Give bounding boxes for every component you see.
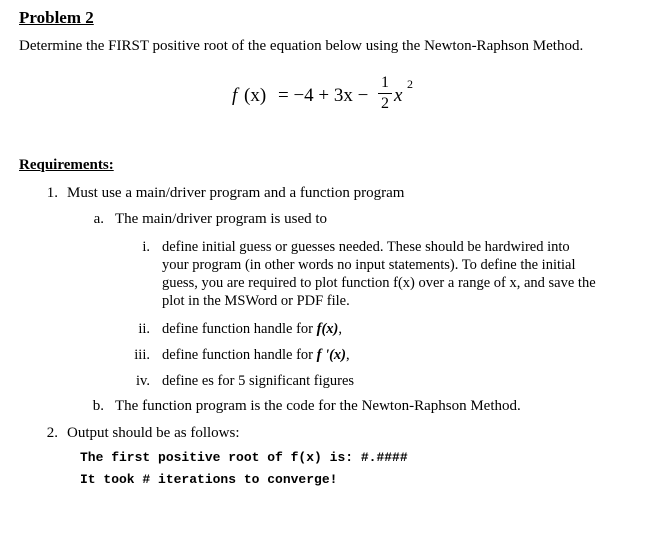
list-marker: b. (92, 398, 104, 414)
list-marker: iv. (136, 373, 150, 389)
list-marker: ii. (138, 321, 150, 337)
list-item-emphasis: f '(x) (316, 347, 346, 363)
equation-fraction (378, 74, 392, 113)
list-item-text (162, 320, 342, 338)
fraction-numerator: 1 (381, 74, 389, 91)
equation-rhs: = −4 + 3x − (278, 85, 369, 106)
list-marker: 1. (46, 185, 58, 201)
list-marker: a. (93, 211, 104, 227)
list-item-suffix: , (346, 347, 350, 363)
list-item-text: The function program is the code for the Newton-Raphson Method. (115, 398, 521, 414)
list-item-text: define initial guess or guesses needed. These should be hardwired into (162, 239, 570, 255)
list-item-prefix: define function handle for (162, 347, 317, 363)
list-item-prefix: define function handle for (162, 321, 317, 337)
output-line: The first positive root of f(x) is: #.#### (80, 450, 408, 465)
list-marker: iii. (134, 347, 150, 363)
list-item-text: guess, you are required to plot function f(x) over a range of x, and save the (162, 275, 596, 291)
requirements-heading: Requirements: (19, 157, 114, 173)
list-item-text: plot in the MSWord or PDF file. (162, 293, 350, 309)
output-line: It took # iterations to converge! (80, 472, 338, 487)
list-item-text: define es for 5 significant figures (162, 373, 355, 389)
problem-title: Problem 2 (19, 8, 94, 27)
equation-argument: (x) (244, 85, 267, 106)
list-marker: i. (142, 239, 150, 255)
list-item-suffix: , (338, 321, 342, 337)
problem-statement: Determine the FIRST positive root of the equation below using the Newton-Raphson Method. (19, 38, 584, 54)
list-item-text (162, 346, 350, 364)
list-marker: 2. (46, 425, 58, 441)
list-item-text: Output should be as follows: (67, 425, 240, 441)
fraction-bar (378, 93, 392, 94)
fraction-denominator: 2 (381, 95, 389, 112)
list-item-text: The main/driver program is used to (115, 211, 328, 227)
list-item-text: Must use a main/driver program and a function program (67, 185, 405, 201)
equation-exponent: 2 (407, 77, 413, 91)
equation-function-name: f (232, 85, 238, 106)
list-item-text: your program (in other words no input statements). To define the initial (162, 257, 576, 273)
list-item-emphasis: f(x) (316, 321, 339, 337)
equation-variable: x (394, 85, 403, 106)
